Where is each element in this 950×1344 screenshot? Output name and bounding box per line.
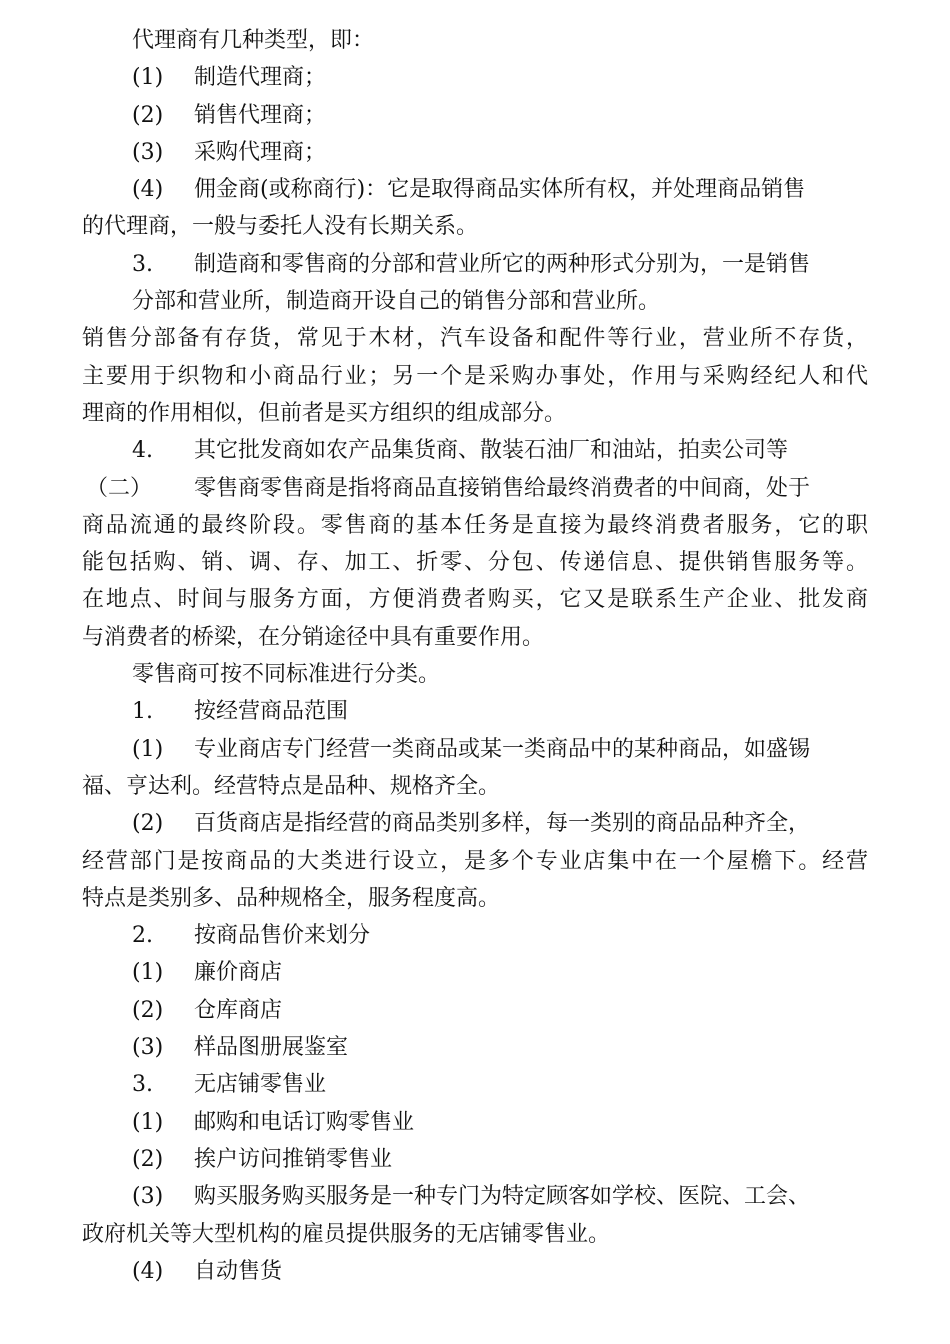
list-marker: 4. xyxy=(132,438,153,464)
list-marker: (3) xyxy=(132,1035,164,1061)
list-item: (4) 自动售货 xyxy=(82,1253,868,1290)
list-item: (3) 采购代理商； xyxy=(82,134,868,171)
list-item: (1) 制造代理商； xyxy=(82,59,868,96)
text-line: 福、亨达利。经营特点是品种、规格齐全。 xyxy=(82,773,501,799)
list-item: 3. 无店铺零售业 xyxy=(82,1066,868,1103)
section-marker: （二） xyxy=(86,475,153,501)
text-line: 的代理商，一般与委托人没有长期关系。 xyxy=(82,214,479,240)
list-marker: (1) xyxy=(132,65,164,91)
list-item: 1. 按经营商品范围 xyxy=(82,693,868,730)
text-line: 与消费者的桥梁，在分销途径中具有重要作用。 xyxy=(82,624,545,650)
list-item: (2) 仓库商店 xyxy=(82,992,868,1029)
list-item: 4. 其它批发商如农产品集货商、散装石油厂和油站，拍卖公司等 xyxy=(82,432,868,469)
text-line: 在地点、时间与服务方面，方便消费者购买，它又是联系生产企业、批发商 xyxy=(82,587,868,613)
list-marker: (2) xyxy=(132,811,164,837)
list-marker: (4) xyxy=(132,177,164,203)
list-marker: (1) xyxy=(132,960,164,986)
list-marker: (4) xyxy=(132,1258,164,1284)
list-marker: (2) xyxy=(132,997,164,1023)
list-marker: (2) xyxy=(132,102,164,128)
text-line: 能包括购、销、调、存、加工、折零、分包、传递信息、提供销售服务等。 xyxy=(82,550,868,576)
list-marker: 1. xyxy=(132,699,153,725)
list-marker: (3) xyxy=(132,139,164,165)
list-item: (1) 专业商店专门经营一类商品或某一类商品中的某种商品，如盛锡 xyxy=(82,731,868,768)
list-marker: (2) xyxy=(132,1146,164,1172)
list-item: 2. 按商品售价来划分 xyxy=(82,917,868,954)
list-item: (1) 廉价商店 xyxy=(82,954,868,991)
document-body xyxy=(82,22,868,1290)
list-item: (3) 样品图册展鉴室 xyxy=(82,1029,868,1066)
list-item: (2) 百货商店是指经营的商品类别多样，每一类别的商品品种齐全， xyxy=(82,805,868,842)
text-line: 分部和营业所，制造商开设自己的销售分部和营业所。 xyxy=(132,289,661,315)
text-line: 代理商有几种类型，即： xyxy=(132,28,375,53)
list-item: (2) 销售代理商； xyxy=(82,97,868,134)
list-marker: (1) xyxy=(132,736,164,762)
list-item: 3. 制造商和零售商的分部和营业所它的两种形式分别为，一是销售 xyxy=(82,246,868,283)
section-heading: （二） 零售商零售商是指将商品直接销售给最终消费者的中间商，处于 xyxy=(82,470,868,507)
text-line: 经营部门是按商品的大类进行设立，是多个专业店集中在一个屋檐下。经营 xyxy=(82,848,868,874)
list-item: (2) 挨户访问推销零售业 xyxy=(82,1141,868,1178)
text-line: 零售商可按不同标准进行分类。 xyxy=(132,662,441,688)
text-line: 政府机关等大型机构的雇员提供服务的无店铺零售业。 xyxy=(82,1221,611,1247)
list-marker: 3. xyxy=(132,1072,153,1098)
text-line: 主要用于织物和小商品行业；另一个是采购办事处，作用与采购经纪人和代 xyxy=(82,363,868,389)
list-marker: 2. xyxy=(132,923,153,949)
list-marker: (1) xyxy=(132,1109,164,1135)
text-line: 理商的作用相似，但前者是买方组织的组成部分。 xyxy=(82,400,567,426)
text-line: 商品流通的最终阶段。零售商的基本任务是直接为最终消费者服务，它的职 xyxy=(82,512,868,538)
list-marker: (3) xyxy=(132,1184,164,1210)
text-line: 特点是类别多、品种规格全，服务程度高。 xyxy=(82,885,501,911)
list-marker: 3. xyxy=(132,251,153,277)
list-item: (4) 佣金商(或称商行)：它是取得商品实体所有权，并处理商品销售 xyxy=(82,171,868,208)
text-line: 销售分部备有存货，常见于木材，汽车设备和配件等行业，营业所不存货， xyxy=(82,326,868,352)
list-item: (1) 邮购和电话订购零售业 xyxy=(82,1104,868,1141)
list-item: (3) 购买服务购买服务是一种专门为特定顾客如学校、医院、工会、 xyxy=(82,1178,868,1215)
